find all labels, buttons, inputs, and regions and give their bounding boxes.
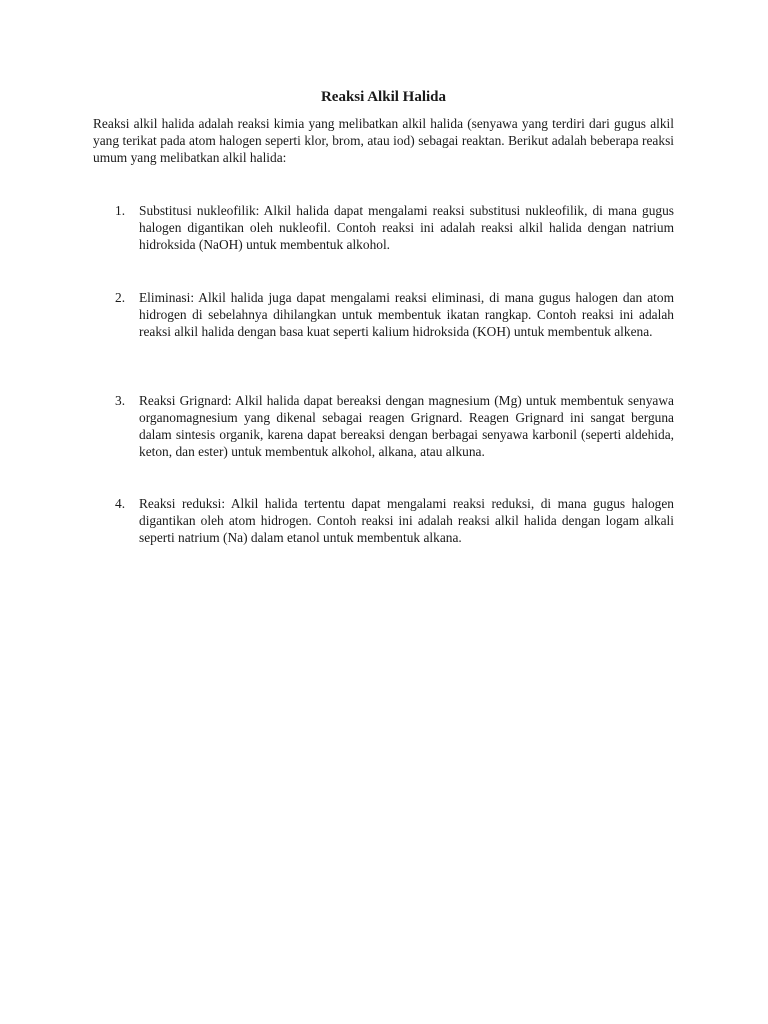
list-item-text: Reaksi reduksi: Alkil halida tertentu dapat mengalami reaksi reduksi, di mana gugus halogen digantikan oleh atom hidrogen. Contoh reaksi ini adalah reaksi alkil halida dengan logam alkali seperti natrium (Na) dalam etanol untuk membentuk alkana.: [139, 496, 674, 545]
list-item-number: 1.: [115, 203, 126, 218]
list-item-number: 4.: [115, 496, 126, 511]
list-item-text: Eliminasi: Alkil halida juga dapat mengalami reaksi eliminasi, di mana gugus halogen dan atom hidrogen di sebelahnya dihilangkan untuk membentuk ikatan rangkap. Contoh reaksi ini adalah reaksi alkil halida dengan basa kuat seperti kalium hidroksida (KOH) untuk membentuk alkena.: [139, 290, 674, 339]
list-item-reaksi-grignard: [93, 392, 674, 460]
list-item-number: 2.: [115, 290, 126, 305]
reaction-list: [93, 202, 674, 546]
list-item-text: Substitusi nukleofilik: Alkil halida dapat mengalami reaksi substitusi nukleofilik, di mana gugus halogen digantikan oleh nukleofil. Contoh reaksi ini adalah reaksi alkil halida dengan natrium hidroksida (NaOH) untuk membentuk alkohol.: [139, 203, 674, 252]
document-body: [93, 88, 674, 546]
document-title: Reaksi Alkil Halida: [320, 89, 447, 105]
list-item-substitusi-nukleofilik: [93, 202, 674, 253]
list-item-text: Reaksi Grignard: Alkil halida dapat bereaksi dengan magnesium (Mg) untuk membentuk senyawa organomagnesium yang dikenal sebagai reagen Grignard. Reagen Grignard ini sangat berguna dalam sintesis organik, karena dapat bereaksi dengan berbagai senyawa karbonil (seperti aldehida, keton, dan ester) untuk membentuk alkohol, alkana, atau alkuna.: [139, 393, 674, 459]
intro-paragraph: Reaksi alkil halida adalah reaksi kimia yang melibatkan alkil halida (senyawa yang terdiri dari gugus alkil yang terikat pada atom halogen seperti klor, brom, atau iod) sebagai reaktan. Berikut adalah beberapa reaksi umum yang melibatkan alkil halida:: [93, 116, 674, 165]
list-item-eliminasi: [93, 289, 674, 340]
list-item-reaksi-reduksi: [93, 495, 674, 546]
list-item-number: 3.: [115, 393, 126, 408]
